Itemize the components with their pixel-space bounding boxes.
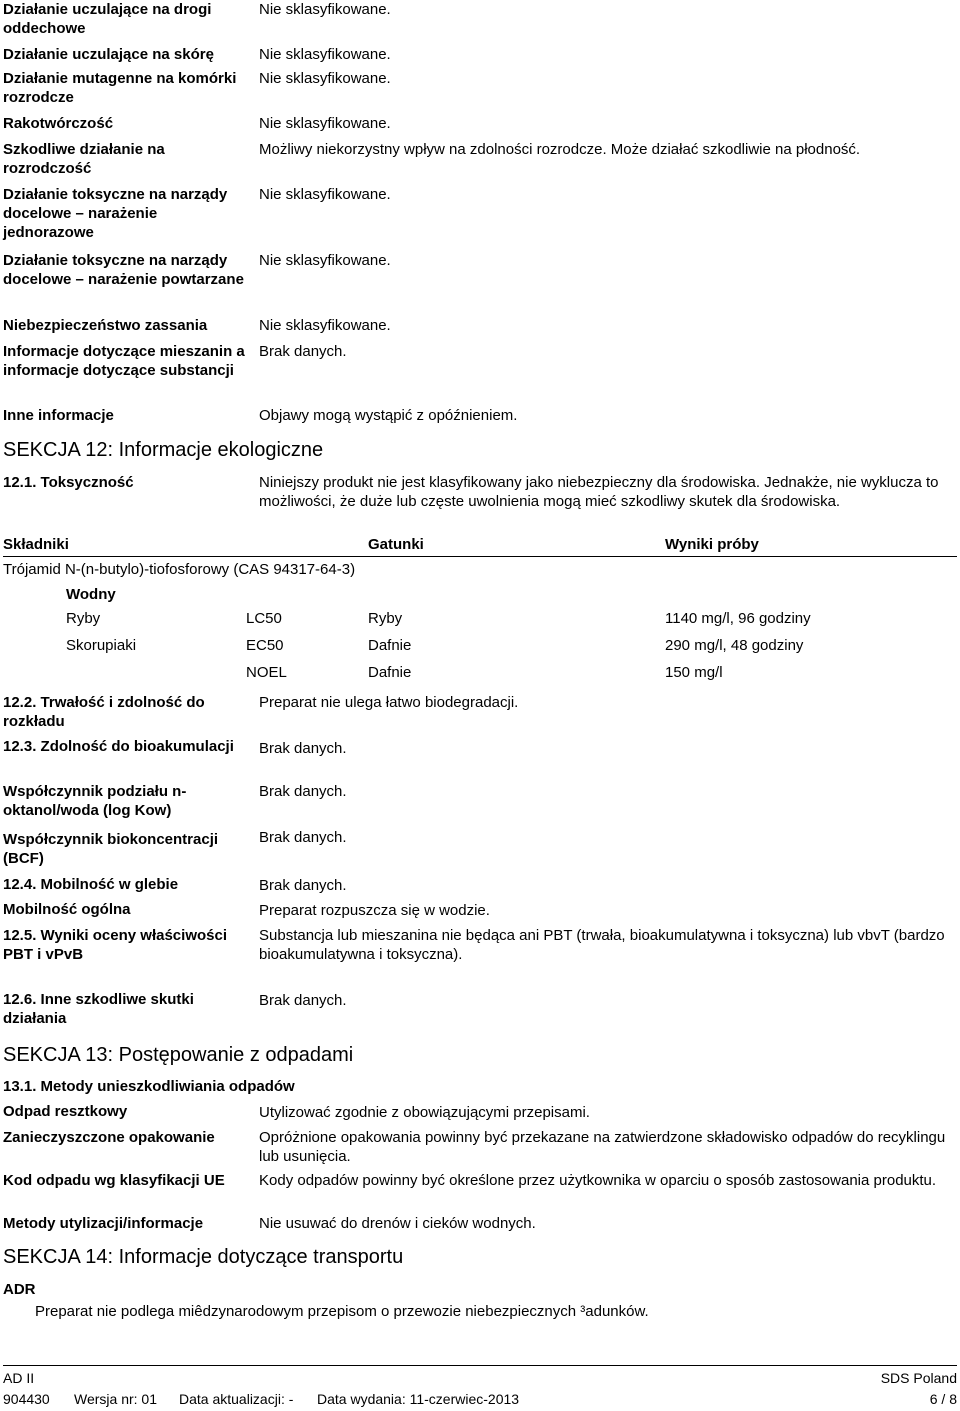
substance-name: Trójamid N-(n-butylo)-tiofosforowy (CAS 94317-64-3)	[3, 561, 356, 578]
item-label: 12.6. Inne szkodliwe skutki działania	[3, 991, 194, 1027]
footer-code: 904430	[3, 1391, 50, 1407]
table-cell: Skorupiaki	[66, 637, 137, 654]
prop-label: Działanie uczulające na drogi oddechowe	[3, 1, 212, 37]
prop-label: Szkodliwe działanie na rozrodczość	[3, 141, 165, 177]
table-cell: LC50	[246, 610, 282, 627]
item-label: Współczynnik biokoncentracji (BCF)	[3, 831, 219, 867]
item-label: Kod odpadu wg klasyfikacji UE	[3, 1172, 225, 1189]
footer-rule	[3, 1365, 957, 1366]
prop-label: Działanie toksyczne na narządy docelowe – narażenie jednorazowe	[3, 186, 228, 241]
item-value: Preparat nie ulega łatwo biodegradacji.	[259, 694, 519, 711]
footer-revision-date: Data aktualizacji: -	[179, 1391, 294, 1407]
item-value: Brak danych.	[259, 992, 347, 1009]
table-cell: Dafnie	[368, 637, 412, 654]
prop-value: Możliwy niekorzystny wpływ na zdolności rozrodcze. Może działać szkodliwie na płodność.	[259, 141, 861, 158]
item-value: Brak danych.	[259, 877, 347, 894]
item-value: Brak danych.	[259, 740, 347, 757]
item-value: Opróżnione opakowania powinny być przekazane na zatwierdzone składowisko odpadów do recyklingu lub usunięcia.	[259, 1129, 946, 1165]
item-label: 12.3. Zdolność do bioakumulacji	[3, 738, 234, 755]
item-value: Substancja lub mieszanina nie będąca ani PBT (trwała, bioakumulatywna i toksyczna) lub vbvT (bardzo bioakumulatywna i toksyczna).	[259, 927, 945, 963]
prop-label: Rakotwórczość	[3, 115, 114, 132]
prop-label: Działanie mutagenne na komórki rozrodcze	[3, 70, 237, 106]
prop-value: Nie sklasyfikowane.	[259, 70, 391, 87]
prop-value: Nie sklasyfikowane.	[259, 186, 391, 203]
adr-label: ADR	[3, 1281, 36, 1298]
table-cell: 1140 mg/l, 96 godziny	[665, 610, 811, 627]
prop-value: Nie sklasyfikowane.	[259, 1, 391, 18]
item-label: 12.2. Trwałość i zdolność do rozkładu	[3, 694, 205, 730]
item-label: 12.4. Mobilność w glebie	[3, 876, 179, 893]
item-label: Odpad resztkowy	[3, 1103, 128, 1120]
footer-version: Wersja nr: 01	[74, 1391, 157, 1407]
item-value: Utylizować zgodnie z obowiązującymi przepisami.	[259, 1104, 590, 1121]
table-cell: Ryby	[66, 610, 101, 627]
prop-label: Informacje dotyczące mieszanin a informacje dotyczące substancji	[3, 343, 245, 379]
table-cell: NOEL	[246, 664, 287, 681]
prop-value: Nie sklasyfikowane.	[259, 317, 391, 334]
prop-value: Nie sklasyfikowane.	[259, 115, 391, 132]
item-label: 12.5. Wyniki oceny właściwości PBT i vPvB	[3, 927, 227, 963]
table-header-rule	[3, 556, 957, 557]
table-group: Wodny	[66, 586, 116, 603]
section-12-heading: SEKCJA 12: Informacje ekologiczne	[3, 439, 324, 461]
item-value: Brak danych.	[259, 829, 347, 846]
prop-label: Inne informacje	[3, 407, 114, 424]
section-14-heading: SEKCJA 14: Informacje dotyczące transportu	[3, 1246, 404, 1268]
prop-value: Objawy mogą wystąpić z opóźnieniem.	[259, 407, 518, 424]
section-13-heading: SEKCJA 13: Postępowanie z odpadami	[3, 1044, 354, 1066]
item-label: Współczynnik podziału n-oktanol/woda (log Kow)	[3, 783, 187, 819]
item-value: Brak danych.	[259, 783, 347, 800]
footer-page-number: 6 / 8	[929, 1391, 957, 1407]
item-value: Nie usuwać do drenów i cieków wodnych.	[259, 1215, 536, 1232]
table-cell: Ryby	[368, 610, 403, 627]
section-13-subheading: 13.1. Metody unieszkodliwiania odpadów	[3, 1078, 295, 1095]
toxicity-text: Niniejszy produkt nie jest klasyfikowany jako niebezpieczny dla środowiska. Jednakże, nie wyklucza to możliwości, że duże lub częste uwolnienia mogą mieć szkodliwy skutek dla środowiska.	[259, 474, 939, 510]
table-header-results: Wyniki próby	[665, 536, 759, 553]
adr-text: Preparat nie podlega miêdzynarodowym przepisom o przewozie niebezpiecznych ³adunków.	[35, 1303, 649, 1320]
prop-label: Działanie toksyczne na narządy docelowe – narażenie powtarzane	[3, 252, 244, 288]
item-label: Metody utylizacji/informacje	[3, 1215, 204, 1232]
prop-value: Brak danych.	[259, 343, 347, 360]
table-cell: 290 mg/l, 48 godziny	[665, 637, 804, 654]
table-cell: Dafnie	[368, 664, 412, 681]
prop-label: Działanie uczulające na skórę	[3, 46, 214, 63]
item-value: Kody odpadów powinny być określone przez użytkownika w oparciu o sposób zastosowania produktu.	[259, 1172, 937, 1189]
item-label: Zanieczyszczone opakowanie	[3, 1129, 215, 1146]
toxicity-label: 12.1. Toksyczność	[3, 474, 134, 491]
footer-product-name: AD II	[3, 1370, 35, 1386]
footer-issue-date: Data wydania: 11-czerwiec-2013	[317, 1391, 520, 1407]
item-label: Mobilność ogólna	[3, 901, 131, 918]
prop-value: Nie sklasyfikowane.	[259, 252, 391, 269]
footer-document-type: SDS Poland	[880, 1370, 957, 1386]
item-value: Preparat rozpuszcza się w wodzie.	[259, 902, 490, 919]
table-header-species: Gatunki	[368, 536, 424, 553]
prop-value: Nie sklasyfikowane.	[259, 46, 391, 63]
table-cell: 150 mg/l	[665, 664, 723, 681]
prop-label: Niebezpieczeństwo zassania	[3, 317, 208, 334]
table-cell: EC50	[246, 637, 284, 654]
table-header-components: Składniki	[3, 536, 69, 553]
